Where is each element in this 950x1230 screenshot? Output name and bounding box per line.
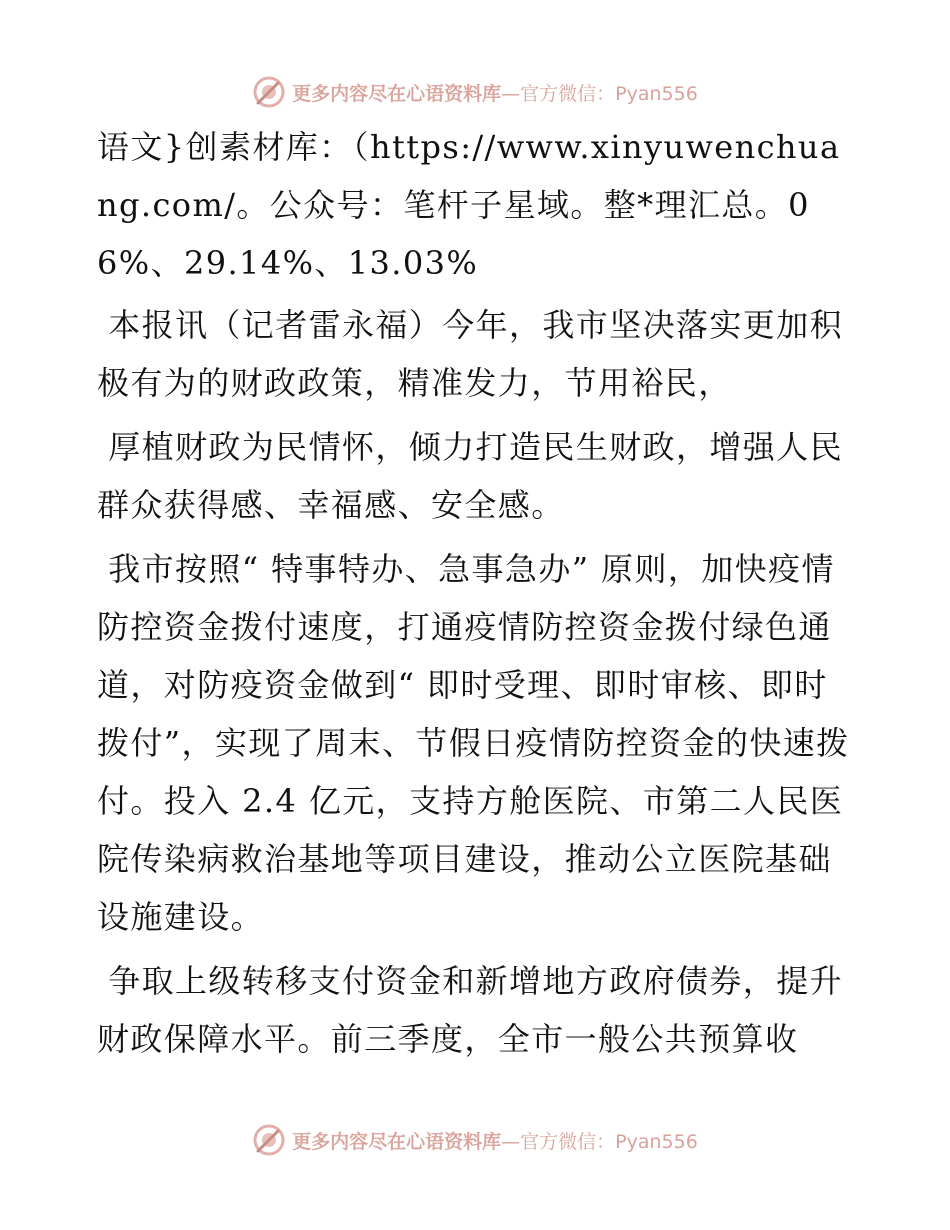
watermark-main-text: 更多内容尽在心语资料库 bbox=[292, 82, 502, 105]
paragraph-epidemic-funds: 我市按照“ 特事特办、急事急办” 原则，加快疫情防控资金拨付速度，打通疫情防控资金拨付绿色通道，对防疫资金做到“ 即时受理、即时审核、即时拨付”，实现了周末、节假日疫情防控资金的快速拨付。投入 2.4 亿元，支持方舱医院、市第二人民医院传染病救治基地等项目建设，推动公立医院基础设施建设。 bbox=[97, 550, 850, 936]
paragraph-intro-continued: 厚植财政为民情怀，倾力打造民生财政，增强人民群众获得感、幸福感、安全感。 bbox=[97, 428, 843, 524]
watermark-main-text: 更多内容尽在心语资料库 bbox=[292, 1130, 502, 1153]
logo-icon bbox=[252, 1123, 286, 1157]
paragraph-transfer-payments: 争取上级转移支付资金和新增地方政府债券，提升财政保障水平。前三季度，全市一般公共预算收 bbox=[97, 962, 843, 1058]
footer-watermark bbox=[0, 1120, 950, 1160]
watermark-contact-text: —官方微信：Pyan556 bbox=[501, 1130, 698, 1153]
paragraph-source-note: 语文}创素材库：（https://www.xinyuwenchuang.com/。公众号：笔杆子星域。整*理汇总。06%、29.14%、13.03% bbox=[97, 128, 841, 282]
logo-icon bbox=[252, 75, 286, 109]
paragraph-intro: 本报讯（记者雷永福）今年，我市坚决落实更加积极有为的财政政策，精准发力，节用裕民， bbox=[97, 306, 843, 402]
header-watermark bbox=[0, 72, 950, 112]
document-body bbox=[97, 118, 853, 1074]
watermark-contact-text: —官方微信：Pyan556 bbox=[501, 82, 698, 105]
